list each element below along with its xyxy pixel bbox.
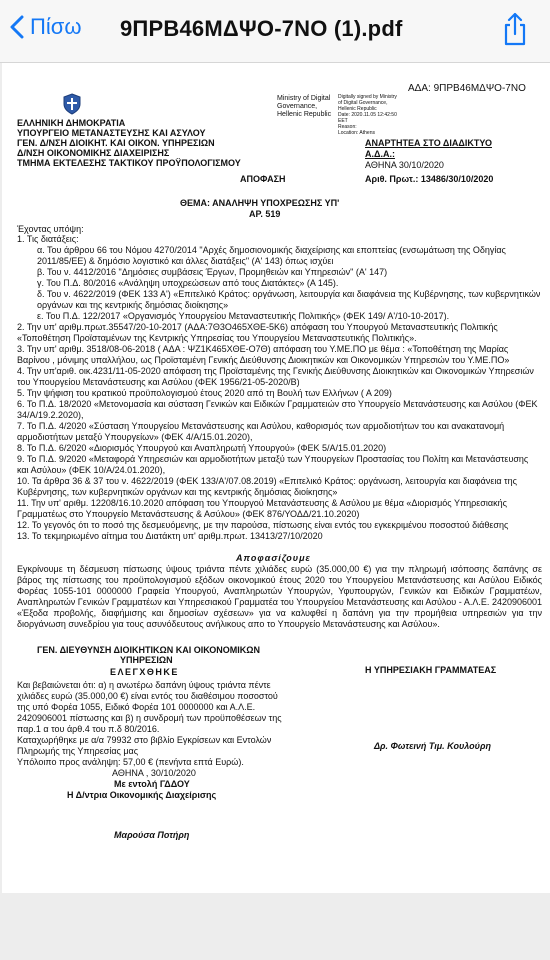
signature-meta-4: Date: 2020.11.05 12:42:50 bbox=[338, 112, 397, 118]
header-line-5: ΤΜΗΜΑ ΕΚΤΕΛΕΣΗΣ ΤΑΚΤΙΚΟΥ ΠΡΟΫΠΟΛΟΓΙΣΜΟΥ bbox=[17, 158, 241, 168]
considerations-list bbox=[17, 234, 542, 542]
list-item: 2. Την υπ' αριθμ.πρωτ.35547/20-10-2017 (ΑΔΑ:7Θ3Ο465ΧΘΕ-5Κ6) απόφαση του Υπουργού Μεταναστευτικής Πολιτικής «Τοποθέτηση Προϊσταμένων της Κεντρικής Υπηρεσίας του Υπουργείου Μεταναστευτικής Πολιτικής». bbox=[17, 322, 498, 343]
date-line: ΑΘΗΝΑ 30/10/2020 bbox=[365, 160, 444, 170]
signature-meta-7: Location: Athens bbox=[338, 130, 375, 136]
verification-line: παρ.1 α του άρθ.4 του π.δ 80/2016. bbox=[17, 724, 160, 734]
registration-line: Καταχωρήθηκε με α/α 79932 στο βιβλίο Εγκρίσεων και Εντολών bbox=[17, 735, 272, 745]
back-label: Πίσω bbox=[30, 14, 82, 39]
signer-right: Δρ. Φωτεινή Τιμ. Κουλούρη bbox=[374, 741, 491, 751]
signature-meta-3: Hellenic Republic bbox=[338, 106, 377, 112]
subject-number: ΑΡ. 519 bbox=[249, 209, 281, 219]
list-item: 7. Το Π.Δ. 4/2020 «Σύσταση Υπουργείου Μετανάστευσης και Ασύλου, καθορισμός των αρμοδιοτήτων του και ανακατανομή αρμοδιοτήτων μεταξύ Υπουργείων» (ΦΕΚ 4/Α/15.01.2020), bbox=[17, 421, 505, 442]
considering-label: Έχοντας υπόψη: bbox=[17, 224, 84, 234]
verification-line: της υπό Φορέα 1055, Ειδικό Φορέα 101 0000000 και Α.Λ.Ε. bbox=[17, 702, 256, 712]
signature-meta-1: Digitally signed by Ministry bbox=[338, 94, 397, 100]
list-item: 9. Το Π.Δ. 9/2020 «Μεταφορά Υπηρεσιών και αρμοδιοτήτων μεταξύ των Υπουργείων Προστασίας του Πολίτη και Μετανάστευσης και Ασύλου» (ΦΕΚ 10/Α/24.01.2020), bbox=[17, 454, 529, 475]
signature-meta-2: of Digital Governance, bbox=[338, 100, 388, 106]
gen-directorate-line-2: ΥΠΗΡΕΣΙΩΝ bbox=[120, 655, 173, 665]
list-item: β. Του ν. 4412/2016 "Δημόσιες συμβάσεις Έργων, Προμηθειών και Υπηρεσιών" (Α' 147) bbox=[37, 267, 388, 277]
nav-bar bbox=[0, 0, 550, 63]
header-line-3: ΓΕΝ. Δ/ΝΣΗ ΔΙΟΙΚΗΤ. ΚΑΙ ΟΙΚΟΝ. ΥΠΗΡΕΣΙΩΝ bbox=[17, 138, 215, 148]
list-item: 1. Τις διατάξεις: bbox=[17, 234, 79, 244]
document-title: 9ΠΡΒ46ΜΔΨΟ-7ΝΟ (1).pdf bbox=[120, 16, 403, 41]
list-item: 13. Το τεκμηριωμένο αίτημα του Διατάκτη υπ' αριθμ.πρωτ. 13413/27/10/2020 bbox=[17, 531, 323, 541]
list-item: 10. Τα άρθρα 36 & 37 του ν. 4622/2019 (ΦΕΚ 133/Α'/07.08.2019) «Επιτελικό Κράτος: οργάνωση, λειτουργία και διαφάνεια της Κυβέρνησης, των κυβερνητικών οργάνων και της κεντρικής δημόσιας διοίκησης» bbox=[17, 476, 517, 497]
list-item: γ. Του Π.Δ. 80/2016 «Ανάληψη υποχρεώσεων από τους Διατάκτες» (Α 145). bbox=[37, 278, 339, 288]
verification-text bbox=[17, 680, 317, 735]
registration-text bbox=[17, 735, 317, 768]
list-item: 8. Το Π.Δ. 6/2020 «Διορισμός Υπουργού και Αναπληρωτή Υπουργού» (ΦΕΚ 5/Α/15.01.2020) bbox=[17, 443, 387, 453]
list-item: δ. Του ν. 4622/2019 (ΦΕΚ 133 Α') «Επιτελικό Κράτος: οργάνωση, λειτουργία και διαφάνεια της Κυβέρνησης, των κυβερνητικών οργάνων και της κεντρικής δημόσιας διοίκησης» bbox=[37, 289, 541, 310]
verification-line: χιλιάδες ευρώ (35.000,00 €) είναι εντός του διαθέσιμου ποσοστού bbox=[17, 691, 278, 701]
signature-block-left-1: Ministry of Digital bbox=[277, 95, 331, 102]
signature-meta-6: Reason: bbox=[338, 124, 357, 130]
chevron-left-icon bbox=[10, 15, 24, 39]
gen-directorate-line-1: ΓΕΝ. ΔΙΕΥΘΥΝΣΗ ΔΙΟΙΚΗΤΙΚΩΝ ΚΑΙ ΟΙΚΟΝΟΜΙΚΩΝ bbox=[37, 645, 261, 655]
verification-line: 2420906001 πίστωσης και β) η συνδρομή των προϋποθέσεων της bbox=[17, 713, 282, 723]
we-decide-heading: Αποφασίζουμε bbox=[236, 553, 311, 563]
list-item: 6. Το Π.Δ. 18/2020 «Μετονομασία και σύσταση Γενικών και Ειδικών Γραμματειών στο Υπουργείο Μετανάστευσης και Ασύλου (ΦΕΚ 34/Α/19.2.2020), bbox=[17, 399, 538, 420]
decision-heading: ΑΠΟΦΑΣΗ bbox=[240, 174, 286, 184]
list-item: 4. Την υπ'αριθ. οικ.4231/11-05-2020 απόφαση της Προϊσταμένης της Γενικής Διεύθυνσης Διοικητικών και Οικονομικών Υπηρεσιών του Υπουργείου Μετανάστευσης και Ασύλου (ΦΕΚ 1956/21-05-2020/Β) bbox=[17, 366, 534, 387]
header-line-4: Δ/ΝΣΗ ΟΙΚΟΝΟΜΙΚΗΣ ΔΙΑΧΕΙΡΙΣΗΣ bbox=[17, 148, 170, 158]
list-item: 3. Την υπ' αριθμ. 3518/08-06-2018 ( ΑΔΑ : ΨΖ1Κ465ΧΘΕ-Ο7Θ) απόφαση του Υ.ΜΕ.ΠΟ με θέμα : «Τοποθέτηση της Μαρίας Βαρίνου , μόνιμης υπαλλήλου, ως Προϊσταμένη Γενικής Διεύθυνσης Διοικητικών και Οικονομικών Υπηρεσιών του Υ.ΜΕ.ΠΟ» bbox=[17, 344, 510, 365]
list-item: 5. Την ψήφιση του κρατικού προϋπολογισμού έτους 2020 από τη Βουλή των Ελλήνων ( Α 209) bbox=[17, 388, 392, 398]
checked-label: ΕΛΕΓΧΘΗΚΕ bbox=[110, 667, 179, 677]
registration-line: Πληρωμής της Υπηρεσίας μας bbox=[17, 746, 139, 756]
list-item: α. Του άρθρου 66 του Νόμου 4270/2014 "Αρχές δημοσιονομικής διαχείρισης και εποπτείας (ενσωμάτωση της Οδηγίας 2011/85/ΕΕ) & δημόσιο λογιστικό και άλλες διατάξεις" (Α' 143) όπως ισχύει bbox=[37, 245, 506, 266]
director-title: Η Δ/ντρια Οικονομικής Διαχείρισης bbox=[67, 790, 217, 800]
list-item: ε. Του Π.Δ. 122/2017 «Οργανισμός Υπουργείου Μεταναστευτικής Πολιτικής» (ΦΕΚ 149/ Α'/10-10-2017). bbox=[37, 311, 450, 321]
list-item: 11. Την υπ' αριθμ. 12208/16.10.2020 απόφαση του Υπουργού Μετανάστευσης & Ασύλου με θέμα «Διορισμός Υπηρεσιακής Γραμματέως στο Υπουργείο Μετανάστευσης & Ασύλου» (ΦΕΚ 876/ΥΟΔΔ/21.10.2020) bbox=[17, 498, 507, 519]
registration-line: Υπόλοιπο προς ανάληψη: 57,00 € (πενήντα επτά Ευρώ). bbox=[17, 757, 244, 767]
ada-top: ΑΔΑ: 9ΠΡΒ46ΜΔΨΟ-7ΝΟ bbox=[408, 83, 526, 94]
back-button[interactable] bbox=[10, 14, 82, 40]
service-secretary-title: Η ΥΠΗΡΕΣΙΑΚΗ ΓΡΑΜΜΑΤΕΑΣ bbox=[365, 665, 497, 675]
anartitea-label: ΑΝΑΡΤΗΤΕΑ ΣΤΟ ΔΙΑΔΙΚΤΥΟ bbox=[365, 138, 492, 148]
signature-block-left-3: Hellenic Republic bbox=[277, 111, 332, 118]
signature-block-left-2: Governance, bbox=[277, 103, 318, 110]
athens-date: ΑΘΗΝΑ , 30/10/2020 bbox=[112, 768, 196, 778]
signer-left: Μαρούσα Ποτήρη bbox=[114, 830, 190, 840]
list-item: 12. Το γεγονός ότι το ποσό της δεσμευόμενης, με την παρούσα, πίστωσης είναι εντός του εγκεκριμένου ποσοστού διάθεσης bbox=[17, 520, 509, 530]
header-line-1: ΕΛΛΗΝΙΚΗ ΔΗΜΟΚΡΑΤΙΑ bbox=[17, 118, 126, 128]
approval-paragraph: Εγκρίνουμε τη δέσμευση πίστωσης ύψους τριάντα πέντε χιλιάδες ευρώ (35.000,00 €) για την πληρωμή ισόποσης δαπάνης σε βάρος της πίστωσης του προϋπολογισμού εξόδων οικονομικού έτους 2020 του Υπουργείου Μετανάστευσης και Ασύλου Ειδικός Φορέας 1055-101 0000000 Γραφεία Υπουργού, Αναπληρωτών Υπουργών, Υφυπουργών, Γενικών και Ειδικών Γραμματέων, Αναπληρωτών Γενικών Γραμματέων και Υπηρεσιακού Γραμματέα του Υπουργείου Μετανάστευσης και Ασύλου - Α.Λ.Ε. 2420906001 «Έξοδα προβολής, διαφήμισης και δημοσίων σχέσεων» για να καλυφθεί η δαπάνη για την προμήθεια υπηρεσιών για την διοργάνωση συνεδρίου για τους ασυνόδευτους ανήλικους απο το Υπουργείο Μετανάστευσης και Ασύλου». bbox=[17, 564, 542, 629]
ada-label: Α.Δ.Α.: bbox=[365, 149, 395, 159]
pdf-page[interactable] bbox=[2, 63, 550, 893]
protocol-number: Αριθ. Πρωτ.: 13486/30/10/2020 bbox=[365, 174, 494, 184]
signature-meta-5: EET bbox=[338, 118, 348, 124]
by-order-line: Με εντολή ΓΔΔΟΥ bbox=[114, 779, 190, 789]
share-icon bbox=[501, 12, 529, 46]
header-line-2: ΥΠΟΥΡΓΕΙΟ ΜΕΤΑΝΑΣΤΕΥΣΗΣ ΚΑΙ ΑΣΥΛΟΥ bbox=[17, 128, 206, 138]
subject-line: ΘΕΜΑ: ΑΝΑΛΗΨΗ ΥΠΟΧΡΕΩΣΗΣ ΥΠ' bbox=[180, 198, 340, 208]
verification-line: Και βεβαιώνεται ότι: α) η ανωτέρω δαπάνη ύψους τριάντα πέντε bbox=[17, 680, 271, 690]
share-button[interactable] bbox=[501, 12, 529, 51]
greek-emblem-icon bbox=[62, 93, 82, 115]
